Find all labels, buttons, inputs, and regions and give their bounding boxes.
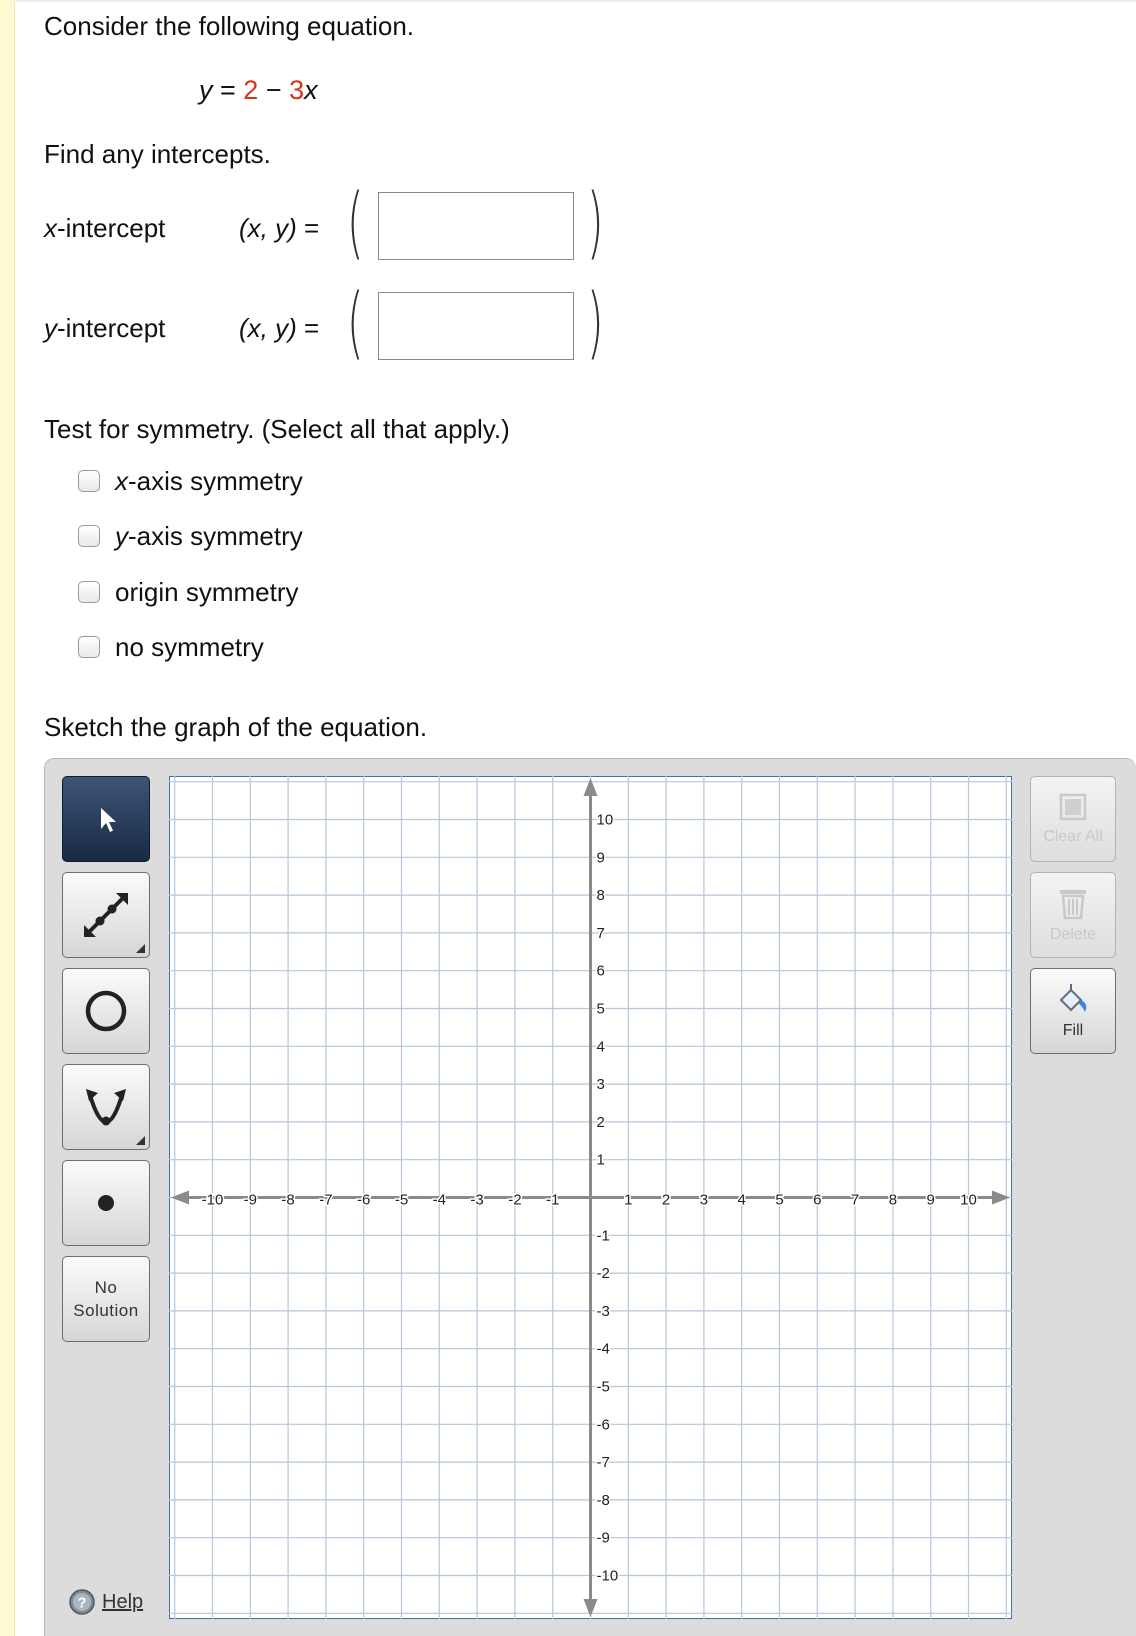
- y-tick-label: -10: [596, 1567, 619, 1585]
- y-axis-bottom-arrow: [584, 1599, 598, 1617]
- y-intercept-var: y: [44, 313, 57, 343]
- x-tick-label: -8: [281, 1191, 295, 1209]
- x-tick-label: -2: [508, 1191, 522, 1209]
- y-axis-symmetry-text: -axis symmetry: [128, 521, 303, 551]
- point-tool-icon: [91, 1188, 121, 1218]
- x-tick-label: -3: [470, 1191, 484, 1209]
- trash-icon: [1057, 886, 1089, 920]
- x-tick-label: -5: [394, 1191, 409, 1209]
- y-tick-label: 4: [596, 1038, 605, 1056]
- intercepts-prompt: Find any intercepts.: [44, 139, 271, 169]
- y-tick-label: 1: [596, 1151, 605, 1169]
- circle-tool-icon: [80, 985, 132, 1037]
- symmetry-option-none[interactable]: [78, 629, 264, 665]
- delete-label: Delete: [1049, 926, 1097, 943]
- x-axis-symmetry-checkbox[interactable]: [78, 470, 100, 492]
- paint-bucket-icon: [1055, 982, 1091, 1016]
- line-tool-icon: [76, 885, 136, 945]
- y-tick-label: 7: [596, 924, 605, 942]
- y-tick-label: 3: [596, 1076, 605, 1094]
- origin-symmetry-label: origin symmetry: [115, 577, 299, 607]
- clear-all-icon: [1058, 792, 1088, 822]
- pointer-arrow-icon: [91, 803, 121, 835]
- y-axis-symmetry-var: y: [115, 521, 128, 551]
- x-intercept-pair: [239, 212, 319, 244]
- x-intercept-open-paren: (: [346, 178, 364, 268]
- equation-lhs: y: [199, 75, 213, 105]
- equation-variable: x: [304, 75, 318, 105]
- y-axis-top-arrow: [584, 778, 598, 796]
- y-tick-label: 8: [596, 887, 605, 905]
- y-axis-symmetry-label: [115, 520, 303, 552]
- x-tick-label: 6: [813, 1191, 822, 1209]
- x-tick-label: 1: [624, 1191, 633, 1209]
- x-intercept-var: x: [44, 213, 57, 243]
- symmetry-option-x-axis[interactable]: [78, 463, 303, 499]
- y-tick-label: -9: [596, 1529, 610, 1547]
- no-solution-button[interactable]: [62, 1256, 150, 1342]
- x-intercept-pair-text: (x, y): [239, 213, 297, 243]
- x-tick-label: -10: [201, 1191, 224, 1209]
- x-tick-label: -7: [319, 1191, 333, 1209]
- equation-equals: =: [212, 75, 244, 105]
- x-tick-label: -6: [357, 1191, 371, 1209]
- equation-minus: −: [258, 75, 290, 105]
- help-label: Help: [102, 1590, 144, 1613]
- y-intercept-equals: =: [296, 313, 320, 343]
- x-axis-symmetry-label: [115, 465, 303, 497]
- y-tick-label: -2: [596, 1265, 610, 1283]
- y-intercept-label: [44, 312, 165, 344]
- fill-button[interactable]: [1030, 968, 1116, 1054]
- clear-all-button[interactable]: [1030, 776, 1116, 862]
- sketch-prompt: Sketch the graph of the equation.: [44, 712, 428, 742]
- x-tick-label: 2: [661, 1191, 671, 1209]
- parabola-tool-menu-indicator: [136, 1136, 145, 1145]
- x-tick-label: -9: [243, 1191, 257, 1209]
- x-intercept-label: [44, 212, 165, 244]
- y-intercept-open-paren: (: [346, 278, 364, 368]
- y-tick-label: 5: [596, 1000, 605, 1018]
- x-tick-label: 9: [926, 1191, 935, 1209]
- y-tick-label: -4: [596, 1340, 610, 1358]
- top-divider: [14, 0, 1136, 2]
- x-tick-label: 4: [737, 1191, 746, 1209]
- x-intercept-rest: -intercept: [57, 213, 166, 243]
- x-tick-label: 3: [699, 1191, 709, 1209]
- equation: [199, 74, 318, 106]
- symmetry-option-origin[interactable]: [78, 574, 298, 610]
- no-symmetry-checkbox[interactable]: [78, 636, 100, 658]
- clear-all-label: Clear All: [1043, 828, 1103, 845]
- x-intercept-equals: =: [296, 213, 320, 243]
- y-tick-label: -6: [596, 1416, 610, 1434]
- y-intercept-input[interactable]: [378, 292, 574, 360]
- delete-button[interactable]: [1030, 872, 1116, 958]
- line-tool-menu-indicator: [136, 944, 145, 953]
- y-intercept-close-paren: ): [586, 278, 604, 368]
- y-tick-label: 2: [596, 1113, 605, 1131]
- y-tick-label: 10: [596, 811, 614, 829]
- x-tick-label: -4: [432, 1191, 446, 1209]
- x-tick-label: 5: [775, 1191, 784, 1209]
- y-tick-label: 9: [596, 849, 605, 867]
- circle-tool-button[interactable]: [62, 968, 150, 1054]
- no-solution-label: [73, 1276, 138, 1322]
- y-intercept-rest: -intercept: [57, 313, 166, 343]
- coordinate-grid[interactable]: [169, 776, 1012, 1619]
- x-tick-label: 10: [960, 1191, 977, 1209]
- x-tick-label: -1: [546, 1191, 560, 1209]
- y-axis-symmetry-checkbox[interactable]: [78, 525, 100, 547]
- y-tick-label: -7: [596, 1454, 610, 1472]
- point-tool-button[interactable]: [62, 1160, 150, 1246]
- y-tick-label: -3: [596, 1302, 610, 1320]
- no-symmetry-label: no symmetry: [115, 632, 264, 662]
- help-question-icon: [68, 1588, 96, 1616]
- line-tool-button[interactable]: [62, 872, 150, 958]
- y-tick-label: -5: [596, 1378, 610, 1396]
- help-link[interactable]: [68, 1588, 143, 1616]
- no-solution-line-1: No: [94, 1278, 118, 1297]
- symmetry-option-y-axis[interactable]: [78, 518, 303, 554]
- fill-label: Fill: [1062, 1022, 1084, 1039]
- y-tick-label: 6: [596, 962, 605, 980]
- x-axis-right-arrow: [992, 1191, 1010, 1205]
- origin-symmetry-checkbox[interactable]: [78, 581, 100, 603]
- y-tick-label: -1: [596, 1227, 610, 1245]
- x-axis-left-arrow: [171, 1191, 189, 1205]
- y-intercept-pair: [239, 312, 319, 344]
- left-margin-bar: [0, 0, 15, 1636]
- y-intercept-pair-text: (x, y): [239, 313, 297, 343]
- pointer-tool-button[interactable]: [62, 776, 150, 862]
- x-tick-label: 8: [888, 1191, 898, 1209]
- no-solution-line-2: Solution: [73, 1301, 139, 1320]
- x-tick-label: 7: [850, 1191, 860, 1209]
- parabola-tool-icon: [76, 1077, 136, 1137]
- parabola-tool-button[interactable]: [62, 1064, 150, 1150]
- symmetry-prompt: Test for symmetry. (Select all that apply.): [44, 414, 510, 444]
- x-axis-symmetry-text: -axis symmetry: [128, 466, 303, 496]
- svg-text:?: ?: [77, 1594, 87, 1612]
- equation-constant: 2: [243, 75, 259, 105]
- y-tick-label: -8: [596, 1491, 610, 1509]
- x-intercept-input[interactable]: [378, 192, 574, 260]
- intro-text: Consider the following equation.: [44, 11, 415, 41]
- x-axis-symmetry-var: x: [115, 466, 128, 496]
- equation-coefficient: 3: [289, 75, 305, 105]
- x-intercept-close-paren: ): [586, 178, 604, 268]
